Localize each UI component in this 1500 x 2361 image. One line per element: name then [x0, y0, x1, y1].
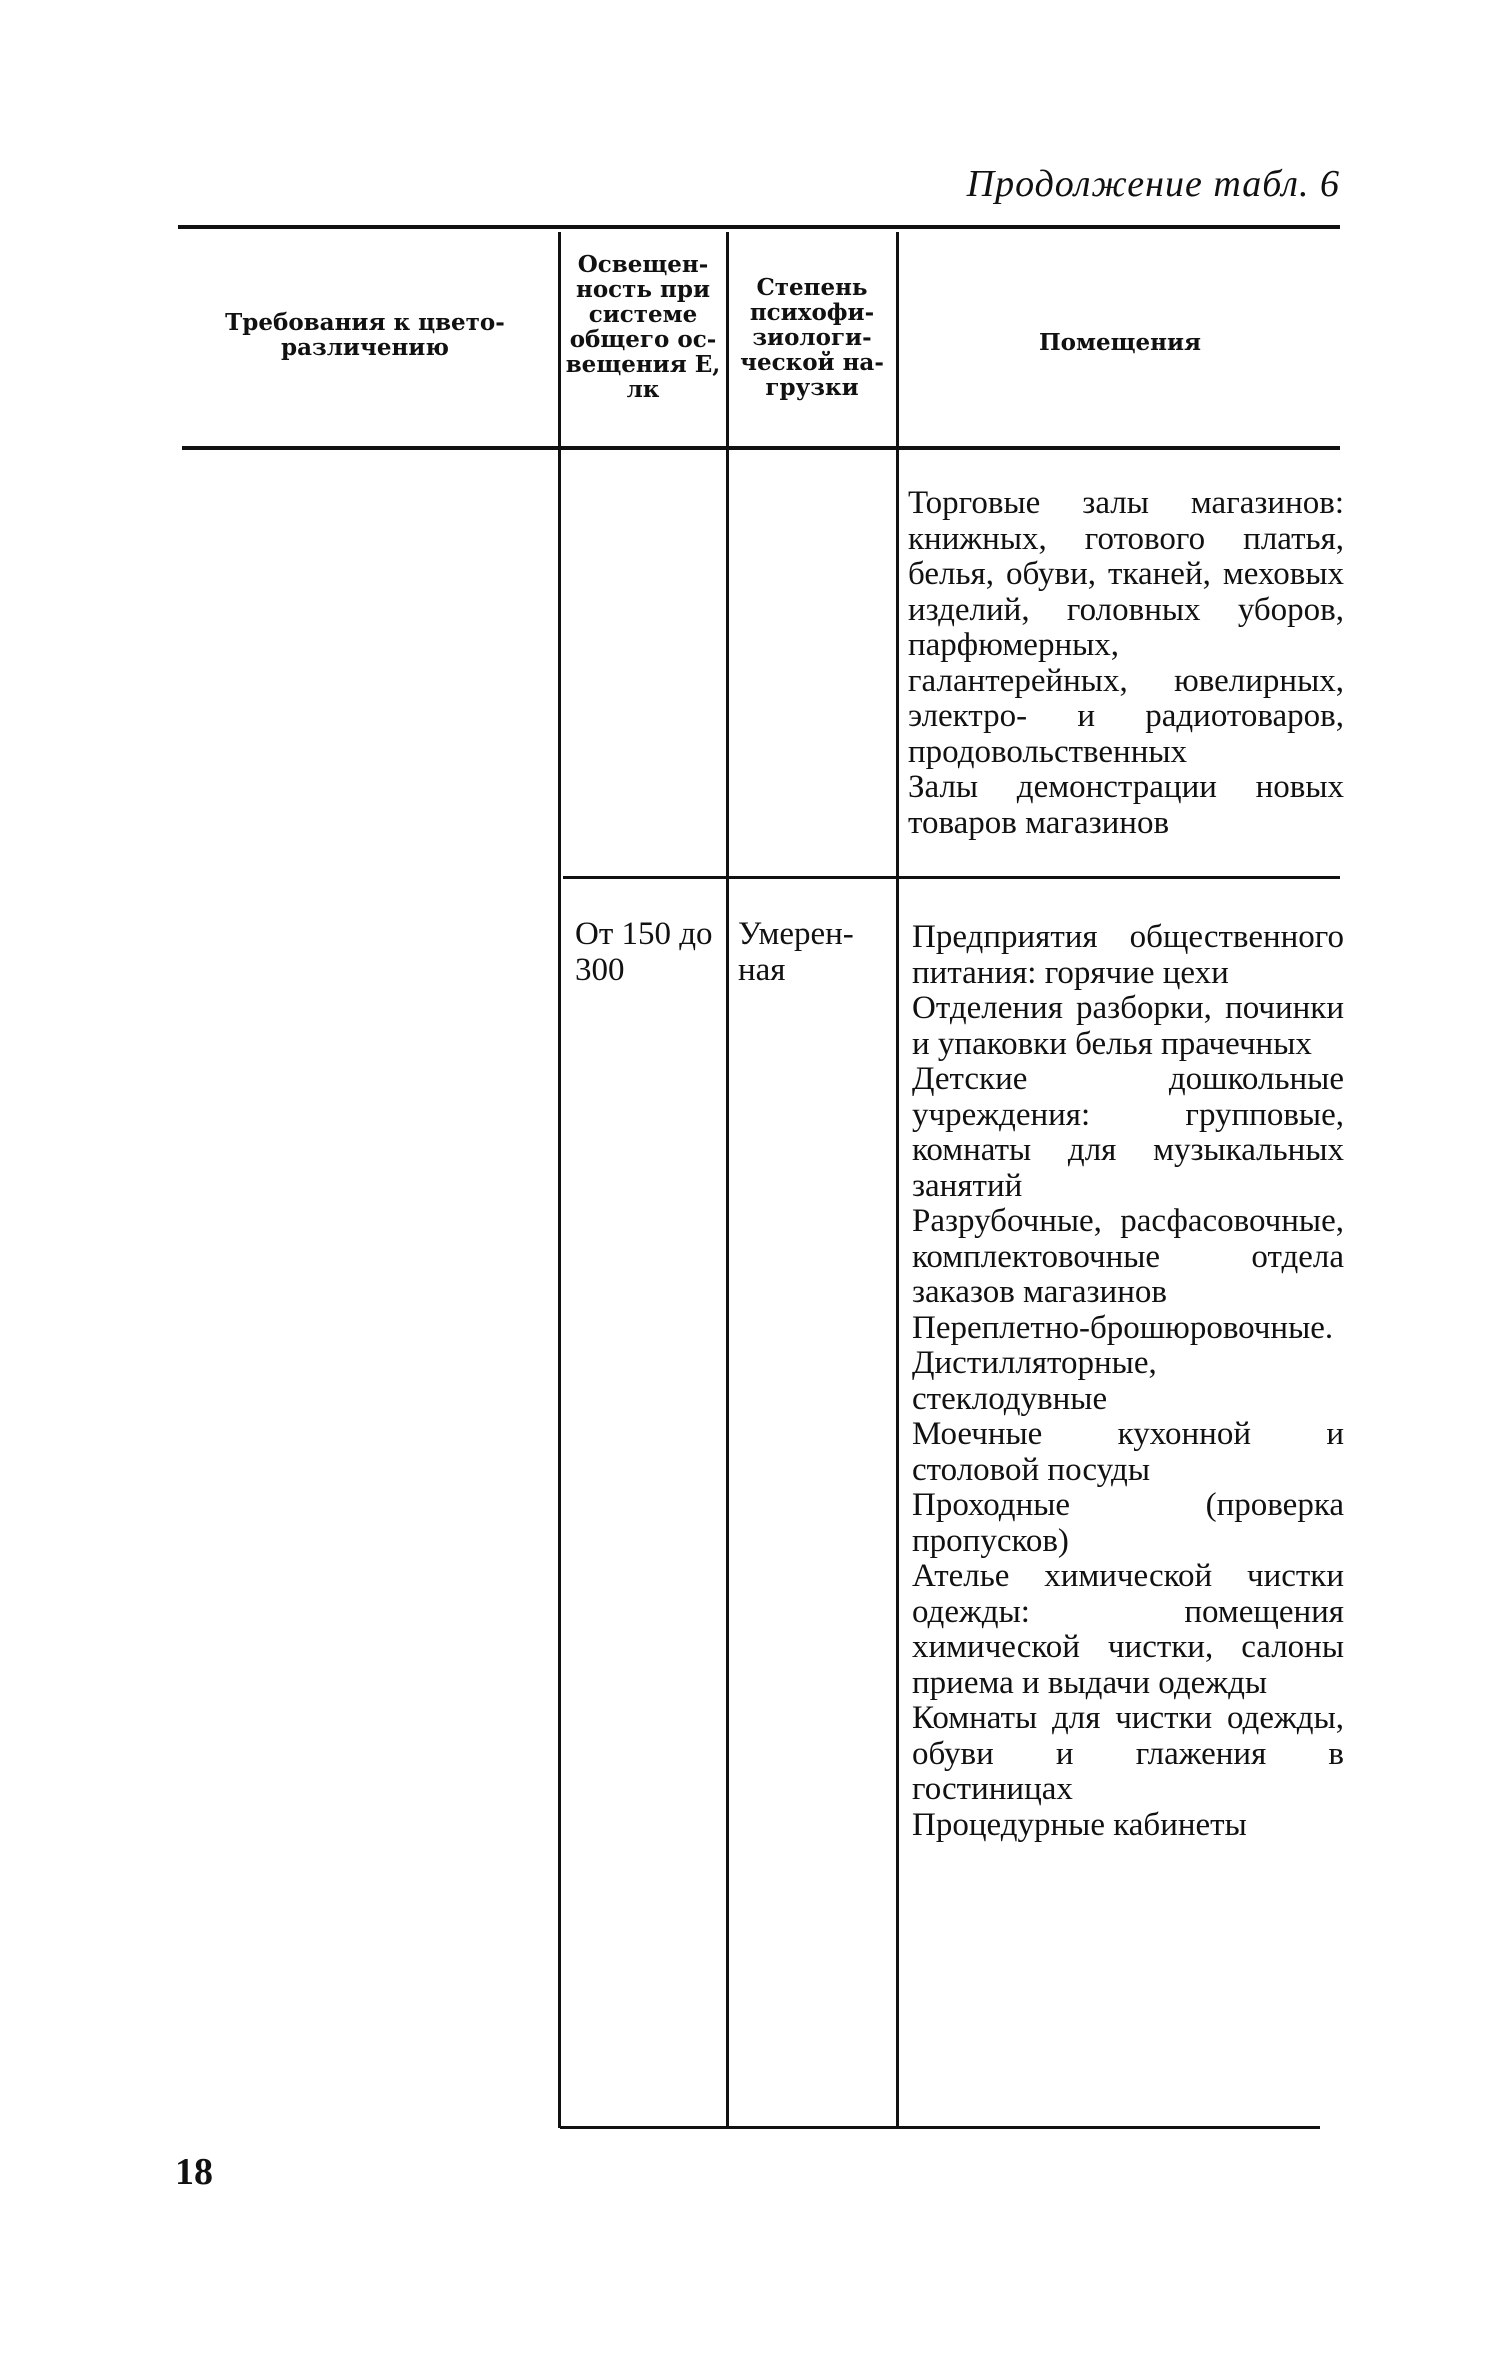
room-entry: Залы демонстрации новых товаров магазинов: [908, 769, 1344, 841]
room-entry: Процедурные кабинеты: [912, 1806, 1247, 1843]
room-entry: Отделения разборки, починки и упаковки белья прачечных: [912, 990, 1344, 1062]
table-continuation-caption: Продолжение табл. 6: [966, 163, 1340, 205]
room-entry: Комнаты для чистки одежды, обуви и глажения в гостиницах: [912, 1700, 1344, 1807]
header-illuminance: Освещен-ность при системе общего ос-вещения Е, лк: [565, 251, 721, 403]
group2-illuminance: От 150 до 300: [575, 916, 713, 988]
room-entry: Ателье химической чистки одежды: помещения химической чистки, салоны приема и выдачи одежды: [912, 1558, 1344, 1701]
page-number: 18: [175, 2151, 213, 2193]
group2-load: Умерен-ная: [738, 916, 854, 988]
group-divider-rule: [563, 876, 1340, 879]
room-entry: Разрубочные, расфасовочные, комплектовочные отдела заказов магазинов: [912, 1203, 1344, 1310]
room-entry: Торговые залы магазинов: книжных, готового платья, белья, обуви, тканей, меховых изделий, головных уборов, парфюмерных, галантерейных, ювелирных, электро- и радиотоваров, продовольственных: [908, 485, 1344, 770]
header-color-discrimination: Требования к цвето-различению: [225, 309, 505, 361]
table-bottom-rule: [560, 2126, 1320, 2129]
column-divider-1: [558, 232, 561, 2128]
room-entry: Переплетно-брошюровочные.: [912, 1309, 1334, 1346]
table-top-rule: [178, 225, 1340, 229]
header-bottom-rule: [182, 446, 1340, 450]
header-rooms: Помещения: [1038, 329, 1202, 356]
room-entry: Моечные кухонной и столовой посуды: [912, 1416, 1344, 1488]
room-entry: Дистилляторные, стеклодувные: [912, 1345, 1157, 1417]
header-load-degree: Степень психофи-зиологи-ческой на-грузки: [740, 274, 884, 401]
group1-rooms: [908, 486, 1344, 841]
group2-rooms: [912, 920, 1344, 1843]
room-entry: Предприятия общественного питания: горячие цехи: [912, 919, 1344, 991]
column-divider-3: [896, 232, 899, 2128]
room-entry: Проходные (проверка пропусков): [912, 1487, 1344, 1559]
room-entry: Детские дошкольные учреждения: групповые, комнаты для музыкальных занятий: [912, 1061, 1344, 1204]
column-divider-2: [726, 232, 729, 2128]
